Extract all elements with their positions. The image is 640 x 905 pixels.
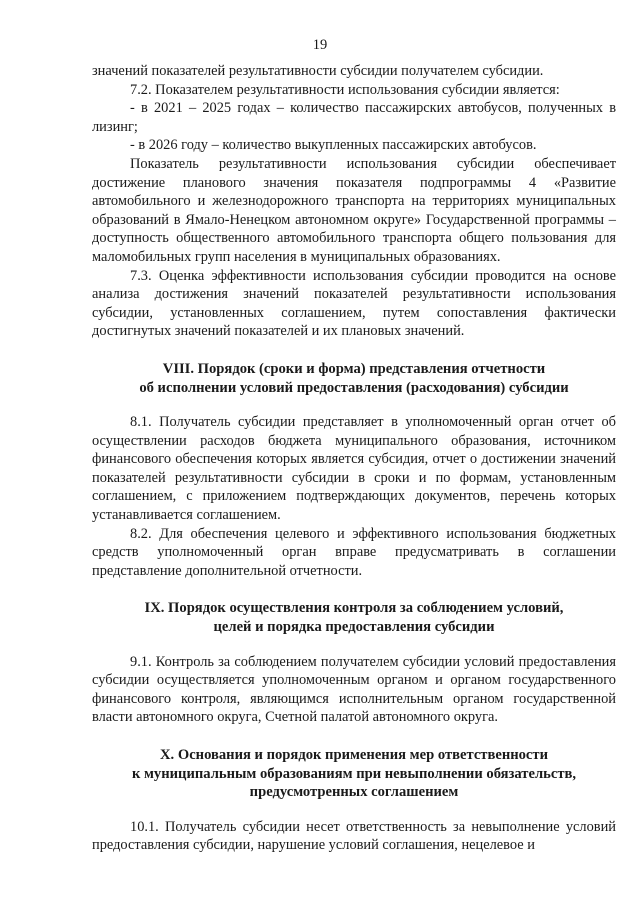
section-9-title-line-2: целей и порядка предоставления субсидии <box>213 619 495 636</box>
section-8-heading <box>92 360 616 397</box>
list-item-2021-2025: - в 2021 – 2025 годах – количество пассажирских автобусов, полученных в лизинг; <box>92 100 616 135</box>
section-10-title-line-3: предусмотренных соглашением <box>249 784 459 801</box>
paragraph-9-1: 9.1. Контроль за соблюдением получателем субсидии условий предоставления субсидии осуществляется уполномоченным органом и органом государственного финансового контроля, являющимся исполнительным органом государственной власти автономного округа, Счетной палатой автономного округа. <box>92 653 616 726</box>
paragraph-7-3: 7.3. Оценка эффективности использования субсидии проводится на основе анализа достижения значений показателей результативности использования субсидии, установленных соглашением, путем сопоставления фактически достигнутых значений показателей и их плановых значений. <box>92 267 616 340</box>
section-9-heading <box>92 599 616 636</box>
page-number: 19 <box>312 37 328 53</box>
paragraph-8-2: 8.2. Для обеспечения целевого и эффективного использования бюджетных средств уполномоченный орган вправе предусматривать в соглашении представление дополнительной отчетности. <box>92 525 616 579</box>
paragraph-10-1: 10.1. Получатель субсидии несет ответственность за невыполнение условий предоставления субсидии, нарушение условий соглашения, нецелевое и <box>92 818 616 854</box>
section-10-heading <box>92 746 616 802</box>
paragraph-continuation: значений показателей результативности субсидии получателем субсидии. <box>92 63 544 79</box>
paragraph-indicator: Показатель результативности использования субсидии обеспечивает достижение планового значения показателя подпрограммы 4 «Развитие автомобильного и железнодорожного транспорта на территориях муниципальных образований в Ямало-Ненецком автономном округе» Государственной программы – доступность общественного автомобильного транспорта общего пользования для маломобильных групп населения в муниципальных образованиях. <box>92 155 616 265</box>
paragraph-7-2: 7.2. Показателем результативности использования субсидии является: <box>130 81 560 98</box>
section-8-title-line-2: об исполнении условий предоставления (расходования) субсидии <box>139 379 569 396</box>
section-9-title-line-1: IX. Порядок осуществления контроля за соблюдением условий, <box>144 600 564 617</box>
section-8-title-line-1: VIII. Порядок (сроки и форма) представления отчетности <box>162 360 546 377</box>
section-10-title-line-2: к муниципальным образованиям при невыполнении обязательств, <box>131 765 577 782</box>
section-10-title-line-1: X. Основания и порядок применения мер ответственности <box>160 747 548 763</box>
document-body <box>92 62 616 855</box>
list-item-2026: - в 2026 году – количество выкупленных пассажирских автобусов. <box>130 137 537 154</box>
paragraph-8-1: 8.1. Получатель субсидии представляет в уполномоченный орган отчет об осуществлении расходов бюджета муниципального образования, источником финансового обеспечения которых является субсидия, отчет о достижении значений показателей результативности субсидии в сроки и по формам, установленным соглашением, с приложением подтверждающих документов, перечень которых устанавливается соглашением. <box>92 414 616 524</box>
